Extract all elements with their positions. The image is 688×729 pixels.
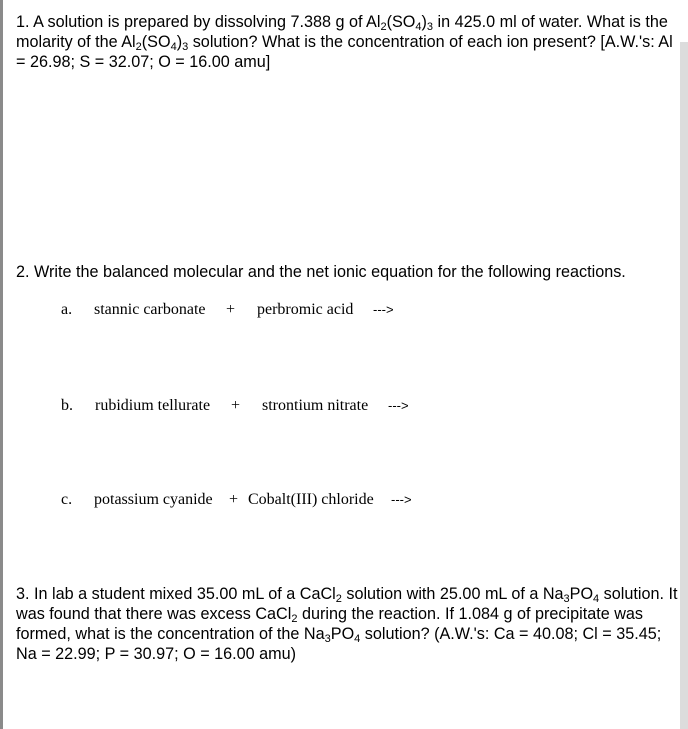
- item-a-label: a.: [61, 301, 73, 318]
- item-b-label: b.: [61, 397, 73, 414]
- q1-text-4: in 425.0 ml of water. What is the molarity of the Al: [16, 13, 668, 51]
- q3-text-4: solution. It was found that there was excess CaCl: [16, 585, 678, 623]
- q1-sub-5: 4: [170, 41, 177, 53]
- q1-sub-2: 4: [415, 21, 422, 33]
- q1-sub-3: 3: [426, 21, 434, 33]
- q3-sub-3: 4: [593, 593, 600, 605]
- item-c-plus: +: [229, 491, 239, 508]
- q3-sub-2: 3: [563, 593, 570, 605]
- item-b-reactant-1: rubidium tellurate: [95, 397, 211, 414]
- q3-text-3: PO: [569, 585, 594, 603]
- q1-text-1: 1. A solution is prepared by dissolving 7.388 g of Al: [16, 13, 381, 31]
- item-c-reactant-2: Cobalt(III) chloride: [248, 491, 374, 508]
- question-3: [16, 584, 680, 664]
- right-scroll-edge: [680, 42, 688, 729]
- q3-text-2: solution with 25.00 mL of a Na: [341, 585, 564, 603]
- left-border: [0, 0, 3, 729]
- item-b-plus: +: [231, 397, 241, 414]
- item-b-reactant-2: strontium nitrate: [262, 397, 369, 414]
- item-b-arrow: --->: [388, 398, 409, 413]
- item-a-reactant-2: perbromic acid: [257, 301, 354, 318]
- q3-sub-4: 2: [291, 613, 298, 625]
- q3-sub-1: 2: [335, 593, 342, 605]
- q3-text-1: 3. In lab a student mixed 35.00 mL of a CaCl: [16, 585, 336, 603]
- item-c-arrow: --->: [391, 492, 412, 507]
- q1-text-7: solution? What is the concentration of each ion present? [A.W.'s: Al = 26.98; S = 32.07; O = 16.00 amu]: [16, 33, 673, 71]
- q1-sub-1: 2: [380, 21, 387, 33]
- q3-text-6: PO: [330, 625, 355, 643]
- item-a-arrow: --->: [373, 302, 394, 317]
- q3-text-7: solution? (A.W.'s: Ca = 40.08; Cl = 35.45; Na = 22.99; P = 30.97; O = 16.00 amu): [16, 625, 662, 663]
- q1-sub-4: 2: [135, 41, 142, 53]
- q1-text-3: ): [421, 13, 427, 31]
- q3-sub-5: 3: [324, 633, 331, 645]
- question-2: 2. Write the balanced molecular and the net ionic equation for the following reactions.: [16, 263, 626, 281]
- item-a-reactant-1: stannic carbonate: [94, 301, 206, 318]
- q1-sub-6: 3: [182, 41, 189, 53]
- q1-text-6: ): [176, 33, 183, 51]
- question-1: [16, 12, 680, 72]
- q3-text-5: during the reaction. If 1.084 g of precipitate was formed, what is the concentration of the Na: [16, 605, 643, 643]
- item-c-reactant-1: potassium cyanide: [94, 491, 213, 508]
- item-a-plus: +: [226, 301, 236, 318]
- item-c-label: c.: [61, 491, 73, 508]
- q3-sub-6: 4: [354, 633, 361, 645]
- q1-text-2: (SO: [386, 13, 416, 31]
- q1-text-5: (SO: [141, 33, 171, 51]
